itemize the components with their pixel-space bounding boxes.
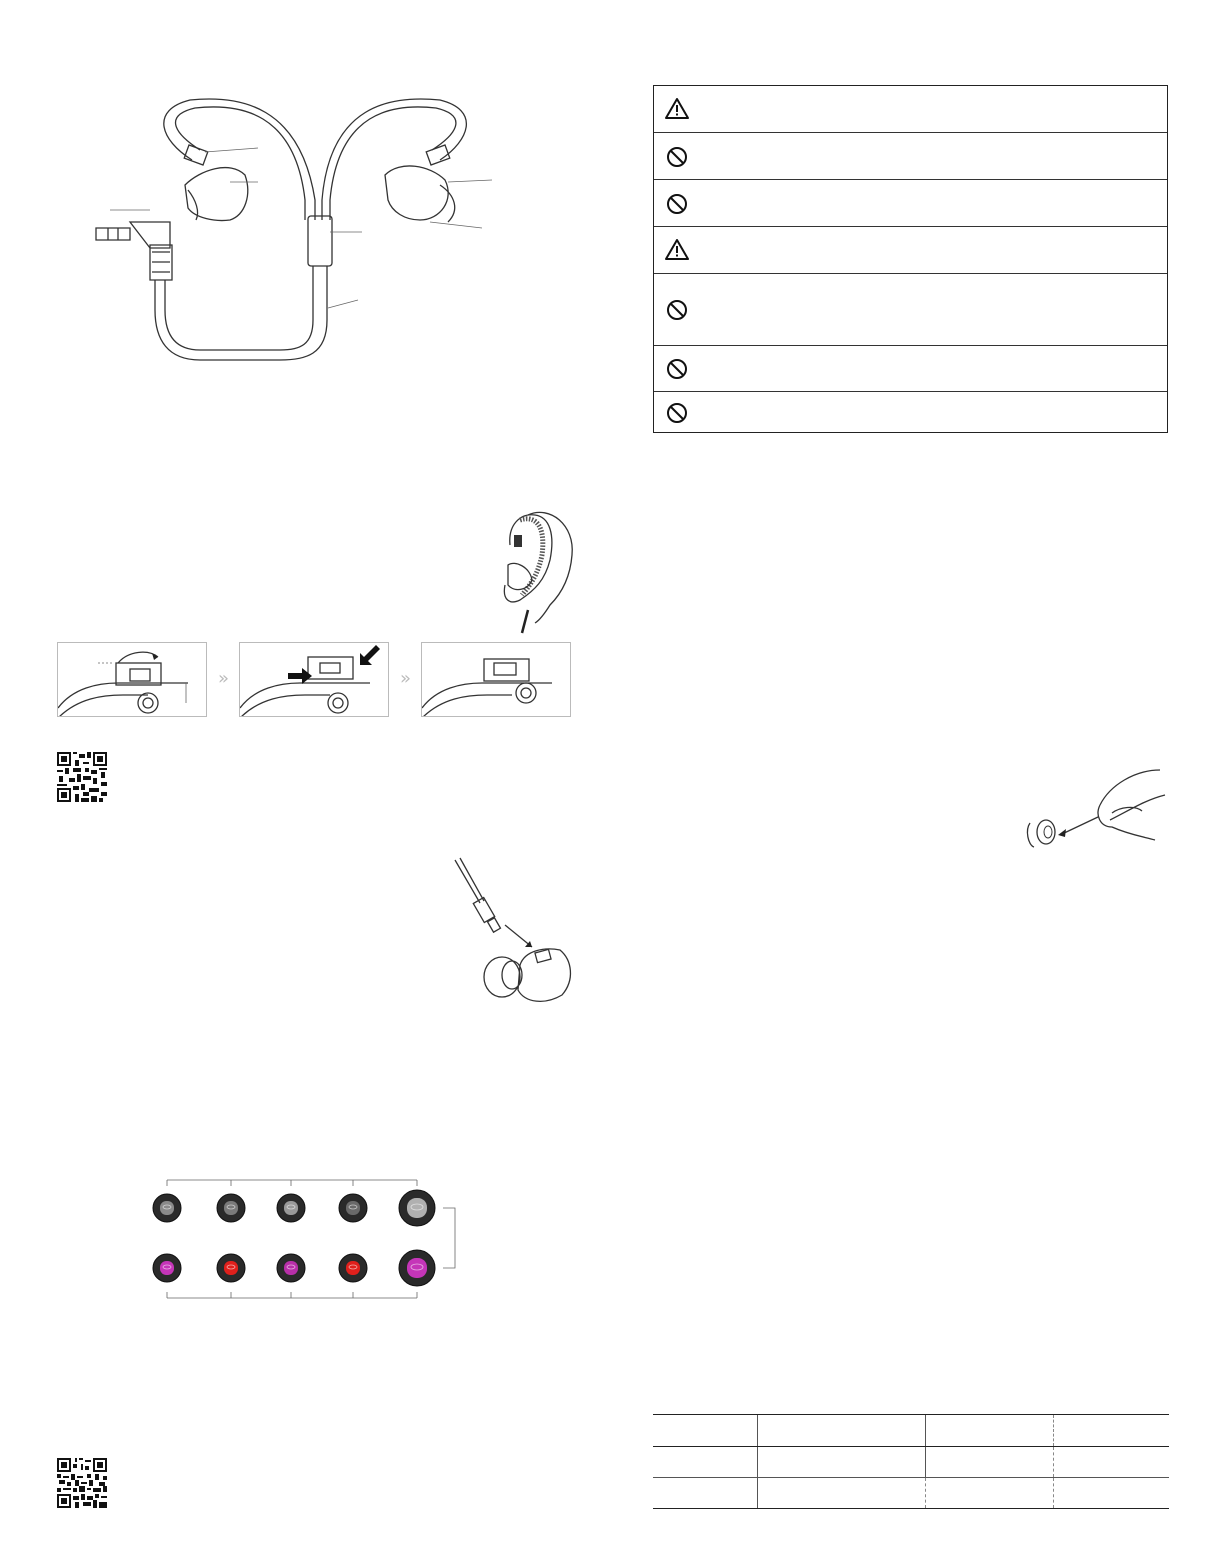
prohibition-icon [665, 192, 689, 216]
step-press-connector-panel [239, 642, 389, 717]
qr-code-top [57, 752, 107, 802]
prohibition-row [654, 346, 1167, 392]
warning-row [654, 86, 1167, 133]
spec-row [653, 1447, 1169, 1478]
spec-row [653, 1478, 1169, 1509]
ear-fit-illustration [490, 505, 580, 635]
prohibition-row [654, 133, 1167, 180]
ear-tip-grey-4 [339, 1194, 367, 1222]
ear-tip-grey-2 [217, 1194, 245, 1222]
ear-tip-grey-1 [153, 1194, 181, 1222]
specifications-table [653, 1414, 1169, 1509]
ear-tips-grid [145, 1172, 465, 1312]
ear-tip-color-4 [339, 1254, 367, 1282]
warnings-table [653, 85, 1168, 433]
warning-triangle-icon [665, 97, 689, 121]
ear-tip-color-3 [277, 1254, 305, 1282]
next-step-chevron-icon: » [400, 668, 412, 689]
ear-tip-color-2 [217, 1254, 245, 1282]
prohibition-icon [665, 357, 689, 381]
ear-tip-grey-5 [399, 1190, 435, 1226]
qr-code-bottom [57, 1458, 107, 1508]
prohibition-row [654, 180, 1167, 227]
warning-row [654, 227, 1167, 274]
warning-triangle-icon [665, 238, 689, 262]
cable-connect-illustration [450, 855, 580, 1015]
step-rotate-connector-panel [57, 642, 207, 717]
ear-tip-color-1 [153, 1254, 181, 1282]
prohibition-icon [665, 401, 689, 425]
prohibition-icon [665, 145, 689, 169]
nozzle-cleaning-illustration [1020, 765, 1170, 865]
prohibition-row [654, 274, 1167, 346]
prohibition-icon [665, 298, 689, 322]
prohibition-row [654, 392, 1167, 432]
spec-header-row [653, 1414, 1169, 1447]
ear-tip-grey-3 [277, 1194, 305, 1222]
ear-tip-color-5 [399, 1250, 435, 1286]
next-step-chevron-icon: » [218, 668, 230, 689]
step-connector-attached-panel [421, 642, 571, 717]
